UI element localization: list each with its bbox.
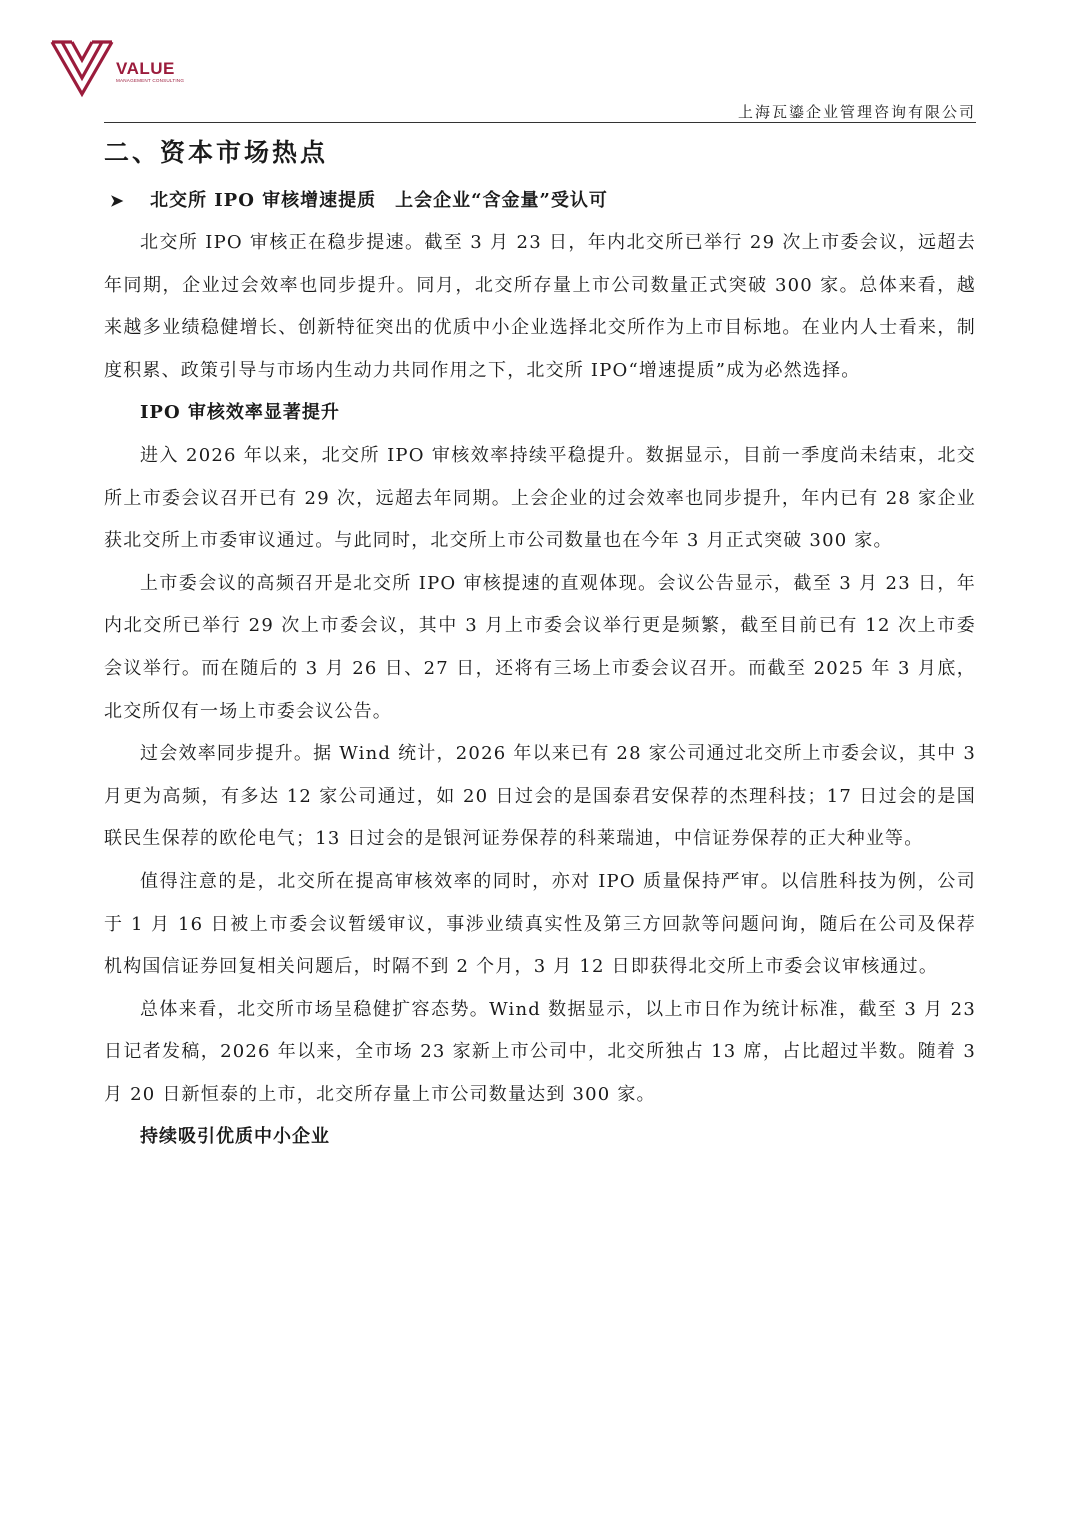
paragraph-4: 过会效率同步提升。据 Wind 统计，2026 年以来已有 28 家公司通过北交所上市委会议，其中 3 月更为高频，有多达 12 家公司通过，如 20 日过会的是国泰君安保荐的杰理科技；17 日过会的是国联民生保荐的欧伦电气；13 日过会的是银河证券保荐的科莱瑞迪，中信证券保荐的正大种业等。 (104, 743, 976, 850)
paragraph-5: 值得注意的是，北交所在提高审核效率的同时，亦对 IPO 质量保持严审。以信胜科技为例，公司于 1 月 16 日被上市委会议暂缓审议，事涉业绩真实性及第三方回款等问题问询，随后在公司及保荐机构国信证券回复相关问题后，时隔不到 2 个月，3 月 12 日即获得北交所上市委会议审核通过。 (104, 870, 976, 978)
company-logo (50, 38, 190, 102)
header-company-name: 上海瓦鎏企业管理咨询有限公司 (737, 103, 976, 121)
section-title: 二、资本市场热点 (104, 138, 329, 167)
v-logo-icon (50, 38, 114, 100)
logo-title: VALUE (116, 59, 175, 78)
bullet-heading-text: 北交所 IPO 审核增速提质 上会企业“含金量”受认可 (150, 190, 608, 211)
paragraph-3: 上市委会议的高频召开是北交所 IPO 审核提速的直观体现。会议公告显示，截至 3 月 23 日，年内北交所已举行 29 次上市委会议，其中 3 月上市委会议举行更是频繁，截至目前已有 12 次上市委会议举行。而在随后的 3 月 26 日、27 日，还将有三场上市委会议召开。而截至 2025 年 3 月底，北交所仅有一场上市委会议公告。 (104, 572, 976, 722)
logo-subtitle: MANAGEMENT CONSULTING (116, 78, 185, 83)
paragraph-2: 进入 2026 年以来，北交所 IPO 审核效率持续平稳提升。数据显示，目前一季度尚未结束，北交所上市委会议召开已有 29 次，远超去年同期。上会企业的过会效率也同步提升，年内已有 28 家企业获北交所上市委审议通过。与此同时，北交所上市公司数量也在今年 3 月正式突破 300 家。 (104, 444, 976, 552)
arrow-right-icon: ➤ (110, 191, 125, 210)
document-body (104, 132, 976, 1159)
header-divider (104, 122, 976, 123)
paragraph-6: 总体来看，北交所市场呈稳健扩容态势。Wind 数据显示，以上市日作为统计标准，截至 3 月 23 日记者发稿，2026 年以来，全市场 23 家新上市公司中，北交所独占 13 席，占比超过半数。随着 3 月 20 日新恒泰的上市，北交所存量上市公司数量达到 300 家。 (104, 998, 976, 1105)
bullet-heading (104, 180, 976, 222)
paragraph-1: 北交所 IPO 审核正在稳步提速。截至 3 月 23 日，年内北交所已举行 29 次上市委会议，远超去年同期，企业过会效率也同步提升。同月，北交所存量上市公司数量正式突破 300 家。总体来看，越来越多业绩稳健增长、创新特征突出的优质中小企业选择北交所作为上市目标地。在业内人士看来，制度积累、政策引导与市场内生动力共同作用之下，北交所 IPO“增速提质”成为必然选择。 (104, 232, 976, 381)
subheading-2: 持续吸引优质中小企业 (140, 1126, 330, 1148)
subheading-1: IPO 审核效率显著提升 (140, 402, 340, 424)
